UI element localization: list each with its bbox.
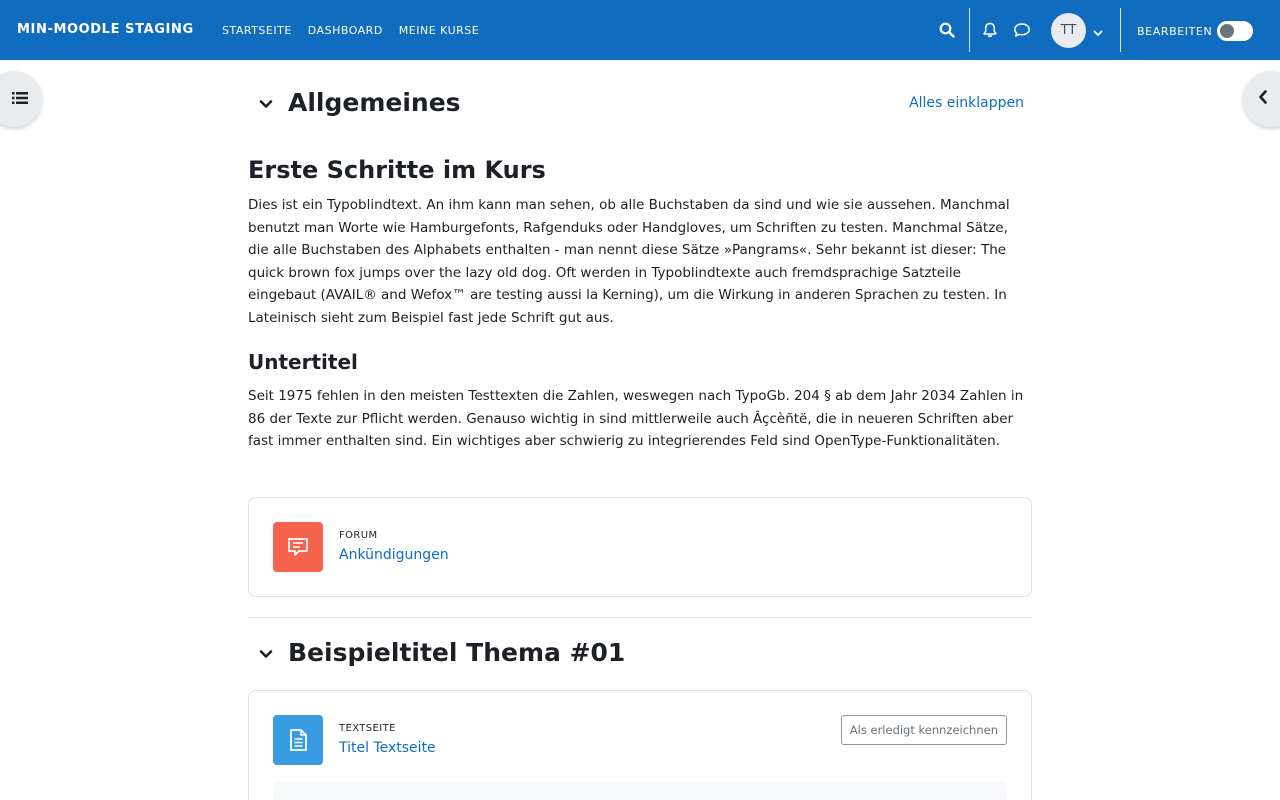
course-content xyxy=(248,60,1032,756)
summary-paragraph: Seit 1975 fehlen in den meisten Testtexten die Zahlen, weswegen nach TypoGb. 204 § ab dem Jahr 2034 Zahlen in 86 der Texte zur Pflicht werden. Genauso wichtig in sind mittlerweile auch Âçcèñtë, die in neueren Schriften aber fast immer enthalten sind. Ein wichtiges aber schwierig zu integrierendes Feld sind OpenType-Funktionalitäten. xyxy=(248,388,1024,449)
edit-mode-label: BEARBEITEN xyxy=(1137,25,1213,38)
section-title[interactable]: Allgemeines xyxy=(288,88,461,117)
section-title[interactable]: Beispieltitel Thema #01 xyxy=(288,638,626,667)
top-navbar xyxy=(0,0,1280,60)
mark-as-done-button[interactable]: Als erledigt kennzeichnen xyxy=(841,715,1007,745)
activity-link[interactable]: Titel Textseite xyxy=(339,740,436,756)
nav-link-home[interactable]: STARTSEITE xyxy=(222,24,292,37)
section-summary xyxy=(248,152,1032,453)
course-index-toggle[interactable] xyxy=(0,71,42,127)
activity-link[interactable]: Ankündigungen xyxy=(339,547,449,563)
chevron-down-icon[interactable] xyxy=(258,646,274,662)
search-icon[interactable] xyxy=(937,20,957,40)
summary-paragraph: Dies ist ein Typoblindtext. An ihm kann man sehen, ob alle Buchstaben da sind und wie sie aussehen. Manchmal benutzt man Worte wie Hamburgefonts, Rafgenduks oder Handgloves, um Schriften zu testen. Manchmal Sätze, die alle Buchstaben des Alphabets enthalten - man nennt diese Sätze »Pangrams«. Sehr bekannt ist dieser: The quick brown fox jumps over the lazy old dog. Oft werden in Typoblindtexte auch fremdsprachige Satzteile eingebaut (AVAIL® and Wefox™ are testing aussi la Kerning), um die Wirkung in anderen Sprachen zu testen. In Lateinisch sieht zum Beispiel fast jede Schrift gut aus. xyxy=(248,197,1010,326)
activity-card-page xyxy=(248,690,1032,800)
site-brand[interactable]: MIN-MOODLE STAGING xyxy=(17,22,194,37)
message-icon[interactable] xyxy=(1012,20,1032,40)
block-drawer-toggle[interactable] xyxy=(1243,71,1280,127)
activity-type-label: TEXTSEITE xyxy=(339,723,396,734)
user-avatar[interactable]: TT xyxy=(1051,13,1086,48)
activity-card-forum xyxy=(248,497,1032,597)
chevron-down-icon[interactable] xyxy=(258,96,274,112)
bell-icon[interactable] xyxy=(980,20,1000,40)
chevron-left-icon xyxy=(1257,89,1269,109)
summary-subheading: Untertitel xyxy=(248,350,358,374)
toggle-knob xyxy=(1220,24,1234,38)
nav-link-my-courses[interactable]: MEINE KURSE xyxy=(398,24,480,37)
nav-link-dashboard[interactable]: DASHBOARD xyxy=(307,24,383,37)
activity-description-box xyxy=(273,781,1007,800)
section-header-topic1 xyxy=(248,610,1032,694)
page-icon[interactable] xyxy=(273,715,323,765)
forum-icon[interactable] xyxy=(273,522,323,572)
section-header-general xyxy=(248,60,1032,144)
chevron-down-icon[interactable] xyxy=(1092,24,1104,36)
activity-type-label: FORUM xyxy=(339,530,378,541)
navbar-divider xyxy=(969,8,970,52)
list-icon xyxy=(12,90,28,109)
navbar-divider xyxy=(1120,8,1121,52)
edit-mode-toggle[interactable] xyxy=(1217,21,1253,41)
summary-heading: Erste Schritte im Kurs xyxy=(248,156,546,184)
primary-navigation xyxy=(222,24,479,37)
collapse-all-link[interactable]: Alles einklappen xyxy=(909,95,1024,111)
